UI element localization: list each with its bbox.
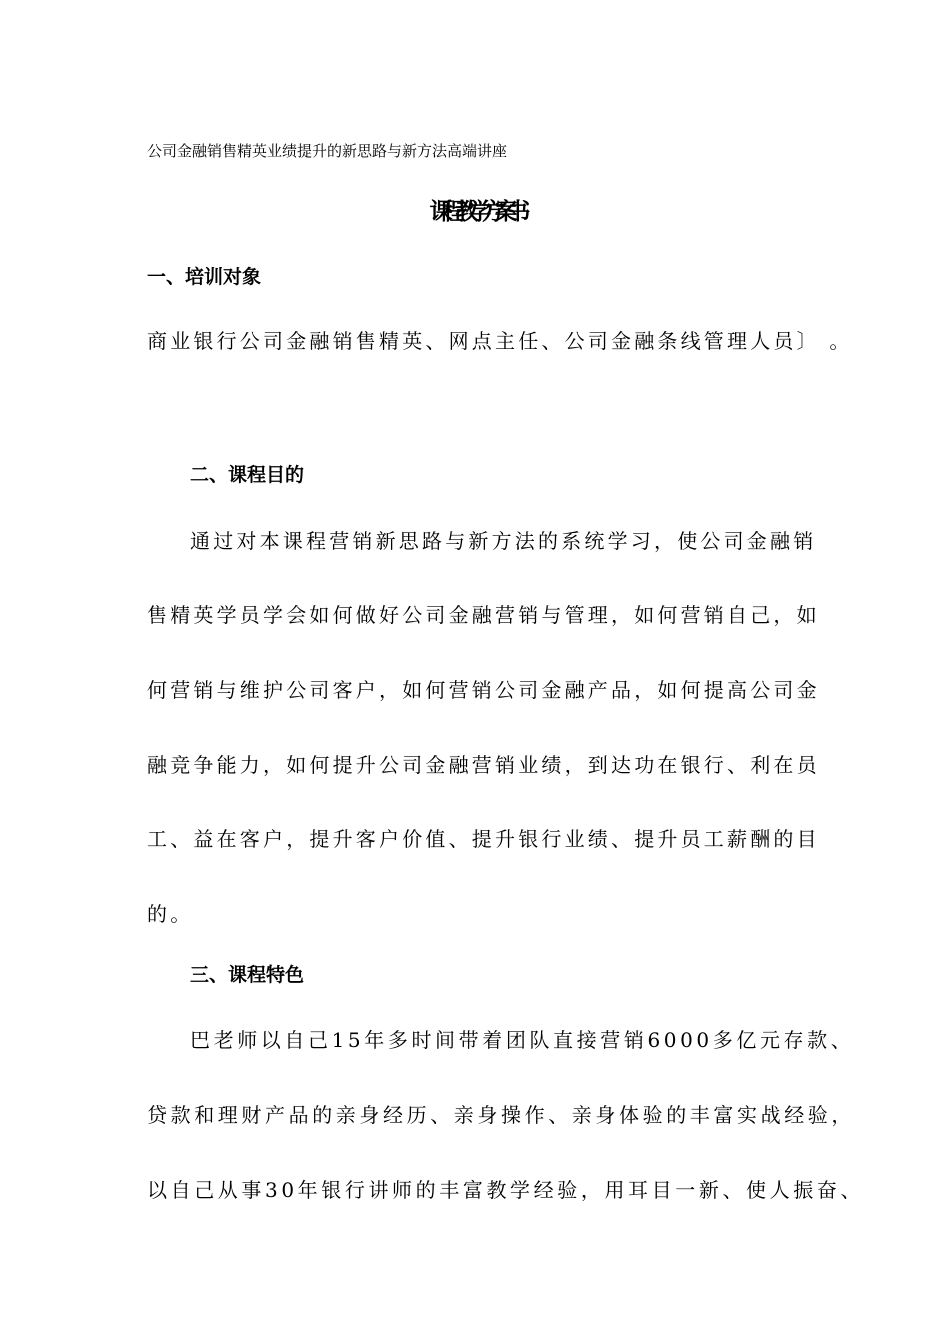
- document-header: 公司金融销售精英业绩提升的新思路与新方法高端讲座: [147, 142, 508, 160]
- section-paragraph-line: 贷款和理财产品的亲身经历、亲身操作、亲身体验的丰富实战经验，: [147, 1103, 855, 1127]
- section-paragraph-line: 工、益在客户，提升客户价值、提升银行业绩、提升员工薪酬的目: [147, 827, 820, 851]
- document-title: 课程教学方案书: [429, 199, 521, 225]
- section-heading-course-purpose: 二、课程目的: [190, 464, 305, 486]
- section-heading-course-features: 三、课程特色: [190, 964, 305, 986]
- section-paragraph-line: 巴老师以自己15年多时间带着团队直接营销6000多亿元存款、: [190, 1028, 855, 1052]
- section-paragraph-line: 以自己从事30年银行讲师的丰富教学经验，用耳目一新、使人振奋、: [147, 1178, 865, 1202]
- section-paragraph-line: 的。: [147, 902, 194, 926]
- section-paragraph-line: 商业银行公司金融销售精英、网点主任、公司金融条线管理人员〕 。: [147, 329, 853, 353]
- section-paragraph-line: 售精英学员学会如何做好公司金融营销与管理，如何营销自己，如: [147, 603, 820, 627]
- section-paragraph-line: 何营销与维护公司客户，如何营销公司金融产品，如何提高公司金: [147, 678, 820, 702]
- section-heading-training-target: 一、培训对象: [147, 266, 262, 288]
- section-paragraph-line: 融竞争能力，如何提升公司金融营销业绩，到达功在银行、利在员: [147, 753, 820, 777]
- section-paragraph-line: 通过对本课程营销新思路与新方法的系统学习，使公司金融销: [190, 529, 817, 553]
